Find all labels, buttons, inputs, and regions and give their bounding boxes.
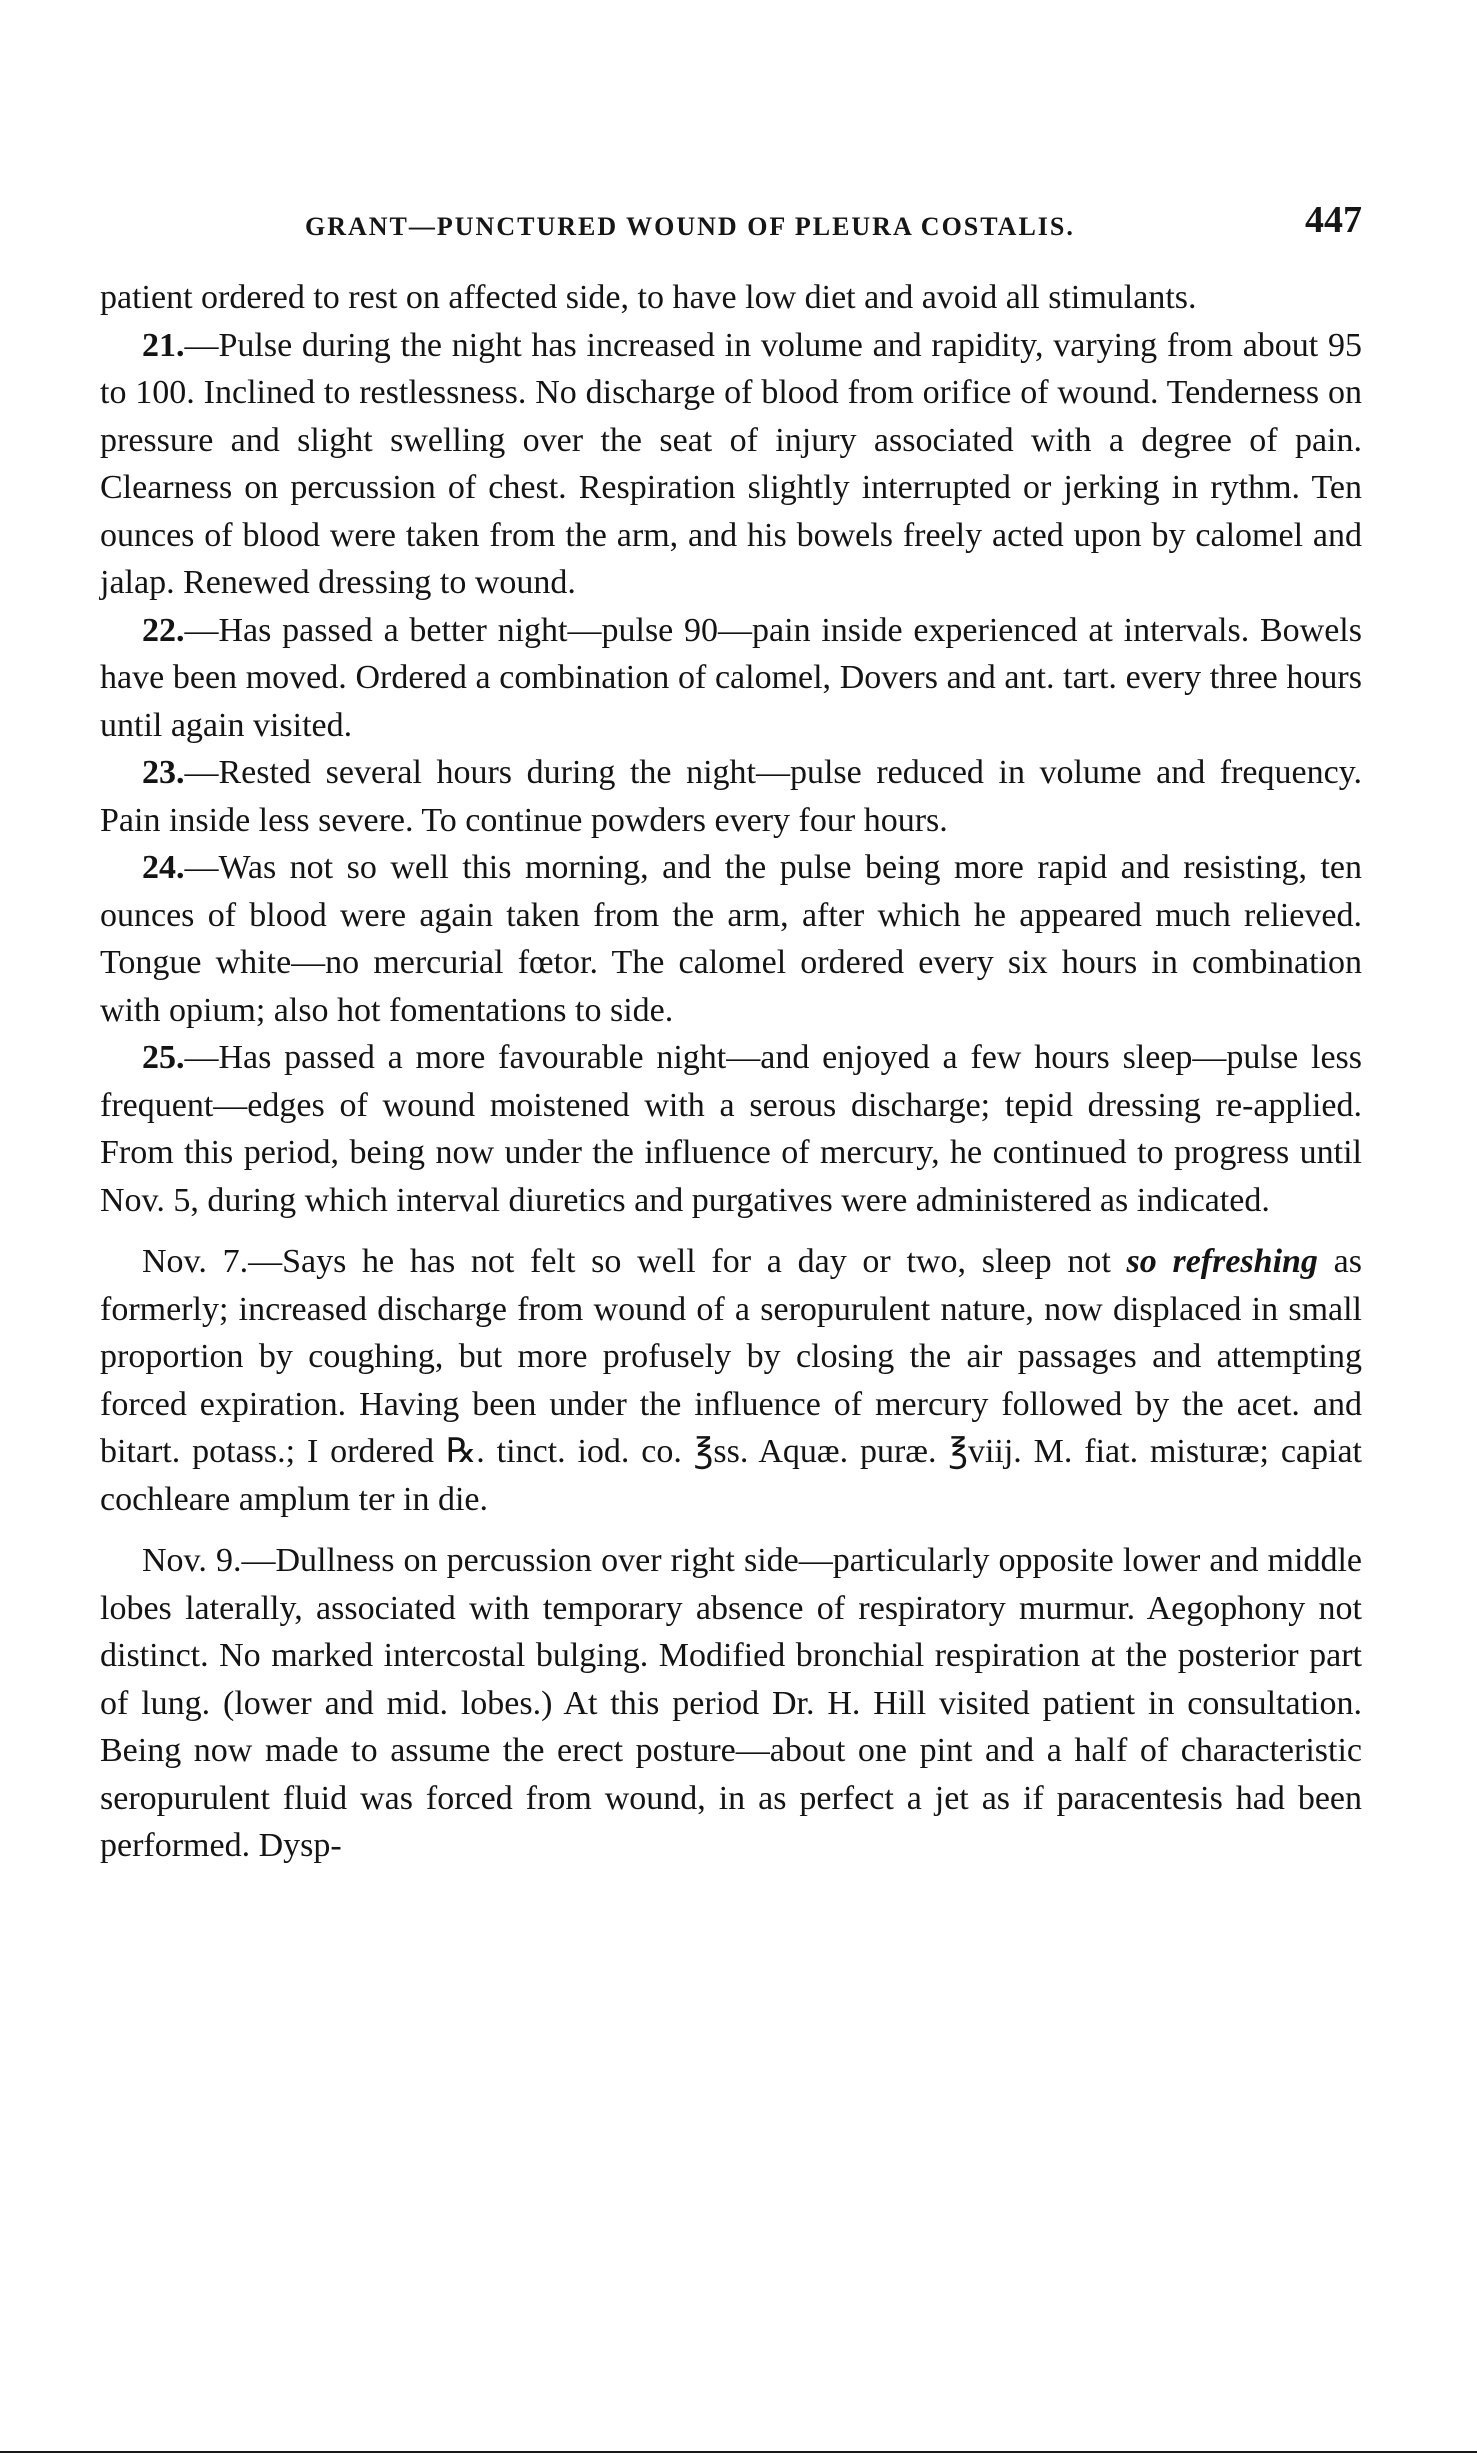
paragraph-nov-7 [100,1238,1362,1523]
paragraph-text: —Was not so well this morning, and the pulse being more rapid and resisting, ten ounces of blood were again taken from the arm, after which he appeared much relieved. Tongue white—no mercurial fœtor. The calomel ordered every six hours in combination with opium; also hot fomentations to side. [100,849,1362,1029]
paragraph-text: as formerly; increased discharge from wound of a seropurulent nature, now displaced in small proportion by coughing, but more profusely by closing the air passages and attempting forced expiration. Having been under the influence of mercury followed by the acet. and bitart. potass.; I ordered ℞. tinct. iod. co. ℥ss. Aquæ. puræ. ℥viij. M. fiat. misturæ; capiat cochleare amplum ter in die. [100,1243,1362,1518]
entry-label: 21. [142,326,185,364]
paragraph-text: Nov. 7.—Says he has not felt so well for a day or two, sleep not [142,1243,1127,1280]
paragraph-text: —Pulse during the night has increased in volume and rapidity, varying from about 95 to 100. Inclined to restlessness. No discharge of blood from orifice of wound. Tenderness on pressure and slight swelling over the seat of injury associated with a degree of pain. Clearness on percussion of chest. Respiration slightly interrupted or jerking in rythm. Ten ounces of blood were taken from the arm, and his bowels freely acted upon by calomel and jalap. Renewed dressing to wound. [100,326,1362,601]
paragraph-entry-21 [100,322,1362,607]
paragraph-text: —Has passed a more favourable night—and enjoyed a few hours sleep—pulse less frequent—edges of wound moistened with a serous discharge; tepid dressing re-applied. From this period, being now under the influence of mercury, he continued to progress until Nov. 5, during which interval diuretics and purgatives were administered as indicated. [100,1039,1362,1219]
paragraph-text: —Rested several hours during the night—pulse reduced in volume and frequency. Pain inside less severe. To continue powders every four hours. [100,754,1362,839]
paragraph-entry-25 [100,1034,1362,1224]
paragraph-entry-23 [100,749,1362,844]
paragraph-text: Nov. 9.—Dullness on percussion over right side—particularly opposite lower and middle lobes laterally, associated with temporary absence of respiratory murmur. Aegophony not distinct. No marked intercostal bulging. Modified bronchial respiration at the posterior part of lung. (lower and mid. lobes.) At this period Dr. H. Hill visited patient in consultation. Being now made to assume the erect posture—about one pint and a half of characteristic seropurulent fluid was forced from wound, in as perfect a jet as if paracentesis had been performed. Dysp- [100,1542,1362,1864]
page-number: 447 [1305,199,1362,241]
text-body [100,274,1362,1870]
entry-label: 23. [142,754,185,791]
italic-phrase: so refreshing [1126,1243,1318,1280]
paragraph-continuation [100,274,1362,322]
paragraph-text: patient ordered to rest on affected side, to have low diet and avoid all stimulants. [100,279,1197,316]
entry-label: 25. [142,1039,185,1076]
entry-label: 22. [142,611,185,649]
paragraph-entry-24 [100,844,1362,1034]
running-head [100,198,1362,258]
running-title: GRANT—PUNCTURED WOUND OF PLEURA COSTALIS. [305,212,1075,241]
entry-label: 24. [142,849,185,886]
paragraph-text: —Has passed a better night—pulse 90—pain inside experienced at intervals. Bowels have been moved. Ordered a combination of calomel, Dovers and ant. tart. every three hours until again visited. [100,611,1362,744]
paragraph-nov-9 [100,1537,1362,1870]
paragraph-entry-22 [100,607,1362,750]
